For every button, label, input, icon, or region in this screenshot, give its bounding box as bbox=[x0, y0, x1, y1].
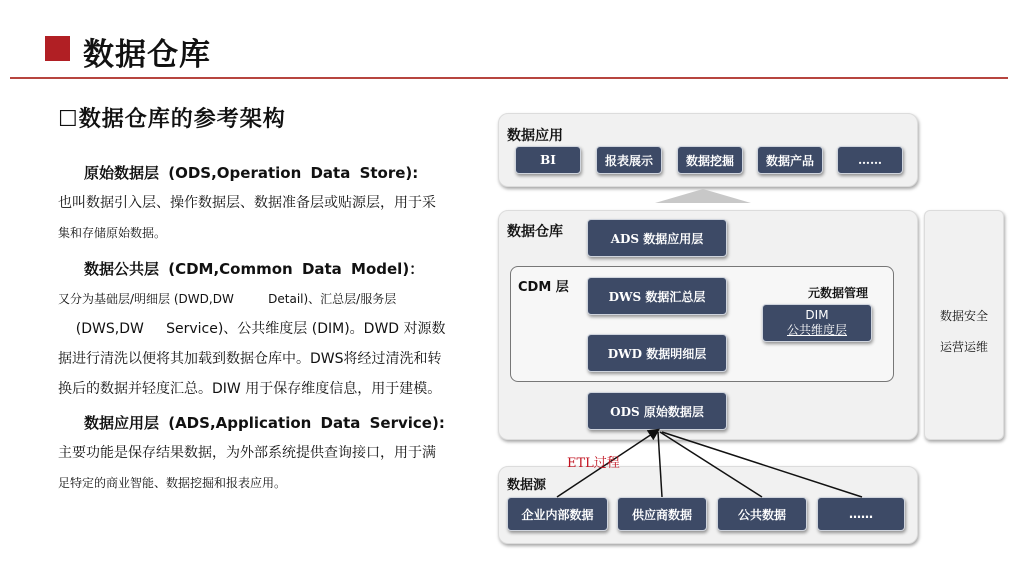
cdm-text-line: (DWS,DW Service)、公共维度层 (DIM)。DWD 对源数 bbox=[58, 321, 446, 337]
ads-text-line: 足特定的商业智能、数据挖掘和报表应用。 bbox=[58, 476, 287, 490]
ods-layer-box: ODS 原始数据层 bbox=[587, 392, 727, 430]
ads-layer-box: ADS 数据应用层 bbox=[587, 219, 727, 257]
operations-label: 运营运维 bbox=[939, 340, 988, 354]
cdm-text-line: 又分为基础层/明细层 (DWD,DW Detail)、汇总层/服务层 bbox=[58, 292, 397, 306]
app-item-more: …… bbox=[837, 146, 903, 174]
etl-process-label: ETL过程 bbox=[567, 456, 620, 471]
ods-heading: 原始数据层 (ODS,Operation Data Store): bbox=[84, 164, 419, 182]
app-layer-label: 数据应用 bbox=[507, 128, 563, 144]
ods-text-line: 集和存储原始数据。 bbox=[58, 226, 167, 240]
section-subtitle: ☐数据仓库的参考架构 bbox=[58, 107, 286, 132]
app-item-report: 报表展示 bbox=[596, 146, 662, 174]
data-source-label: 数据源 bbox=[507, 478, 547, 493]
app-item-bi: BI bbox=[515, 146, 581, 174]
dws-layer-box: DWS 数据汇总层 bbox=[587, 277, 727, 315]
ads-heading: 数据应用层 (ADS,Application Data Service): bbox=[84, 414, 445, 432]
source-internal: 企业内部数据 bbox=[507, 497, 608, 531]
app-item-product: 数据产品 bbox=[757, 146, 823, 174]
warehouse-label: 数据仓库 bbox=[507, 224, 563, 240]
cdm-layer-label: CDM 层 bbox=[518, 280, 569, 295]
ods-text-line: 也叫数据引入层、操作数据层、数据准备层或贴源层，用于采 bbox=[58, 195, 436, 211]
page-title: 数据仓库 bbox=[83, 37, 211, 73]
source-supplier: 供应商数据 bbox=[617, 497, 707, 531]
metadata-management-label: 元数据管理 bbox=[808, 286, 869, 300]
cdm-text-line: 据进行清洗以便将其加载到数据仓库中。DWS将经过清洗和转 bbox=[58, 351, 442, 367]
source-public: 公共数据 bbox=[717, 497, 807, 531]
dim-label: DIM bbox=[805, 308, 829, 322]
cdm-text-line: 换后的数据并轻度汇总。DIW 用于保存维度信息，用于建模。 bbox=[58, 381, 442, 397]
data-security-label: 数据安全 bbox=[939, 309, 988, 323]
dwd-layer-box: DWD 数据明细层 bbox=[587, 334, 727, 372]
ads-text-line: 主要功能是保存结果数据，为外部系统提供查询接口，用于满 bbox=[58, 445, 436, 461]
app-item-mining: 数据挖掘 bbox=[677, 146, 743, 174]
dim-sublabel: 公共维度层 bbox=[786, 323, 847, 337]
etl-line-more bbox=[662, 432, 862, 497]
etl-line-public bbox=[660, 432, 762, 497]
source-more: …… bbox=[817, 497, 905, 531]
etl-line-supplier bbox=[658, 432, 662, 497]
cdm-heading: 数据公共层 (CDM,Common Data Model)： bbox=[84, 260, 425, 278]
